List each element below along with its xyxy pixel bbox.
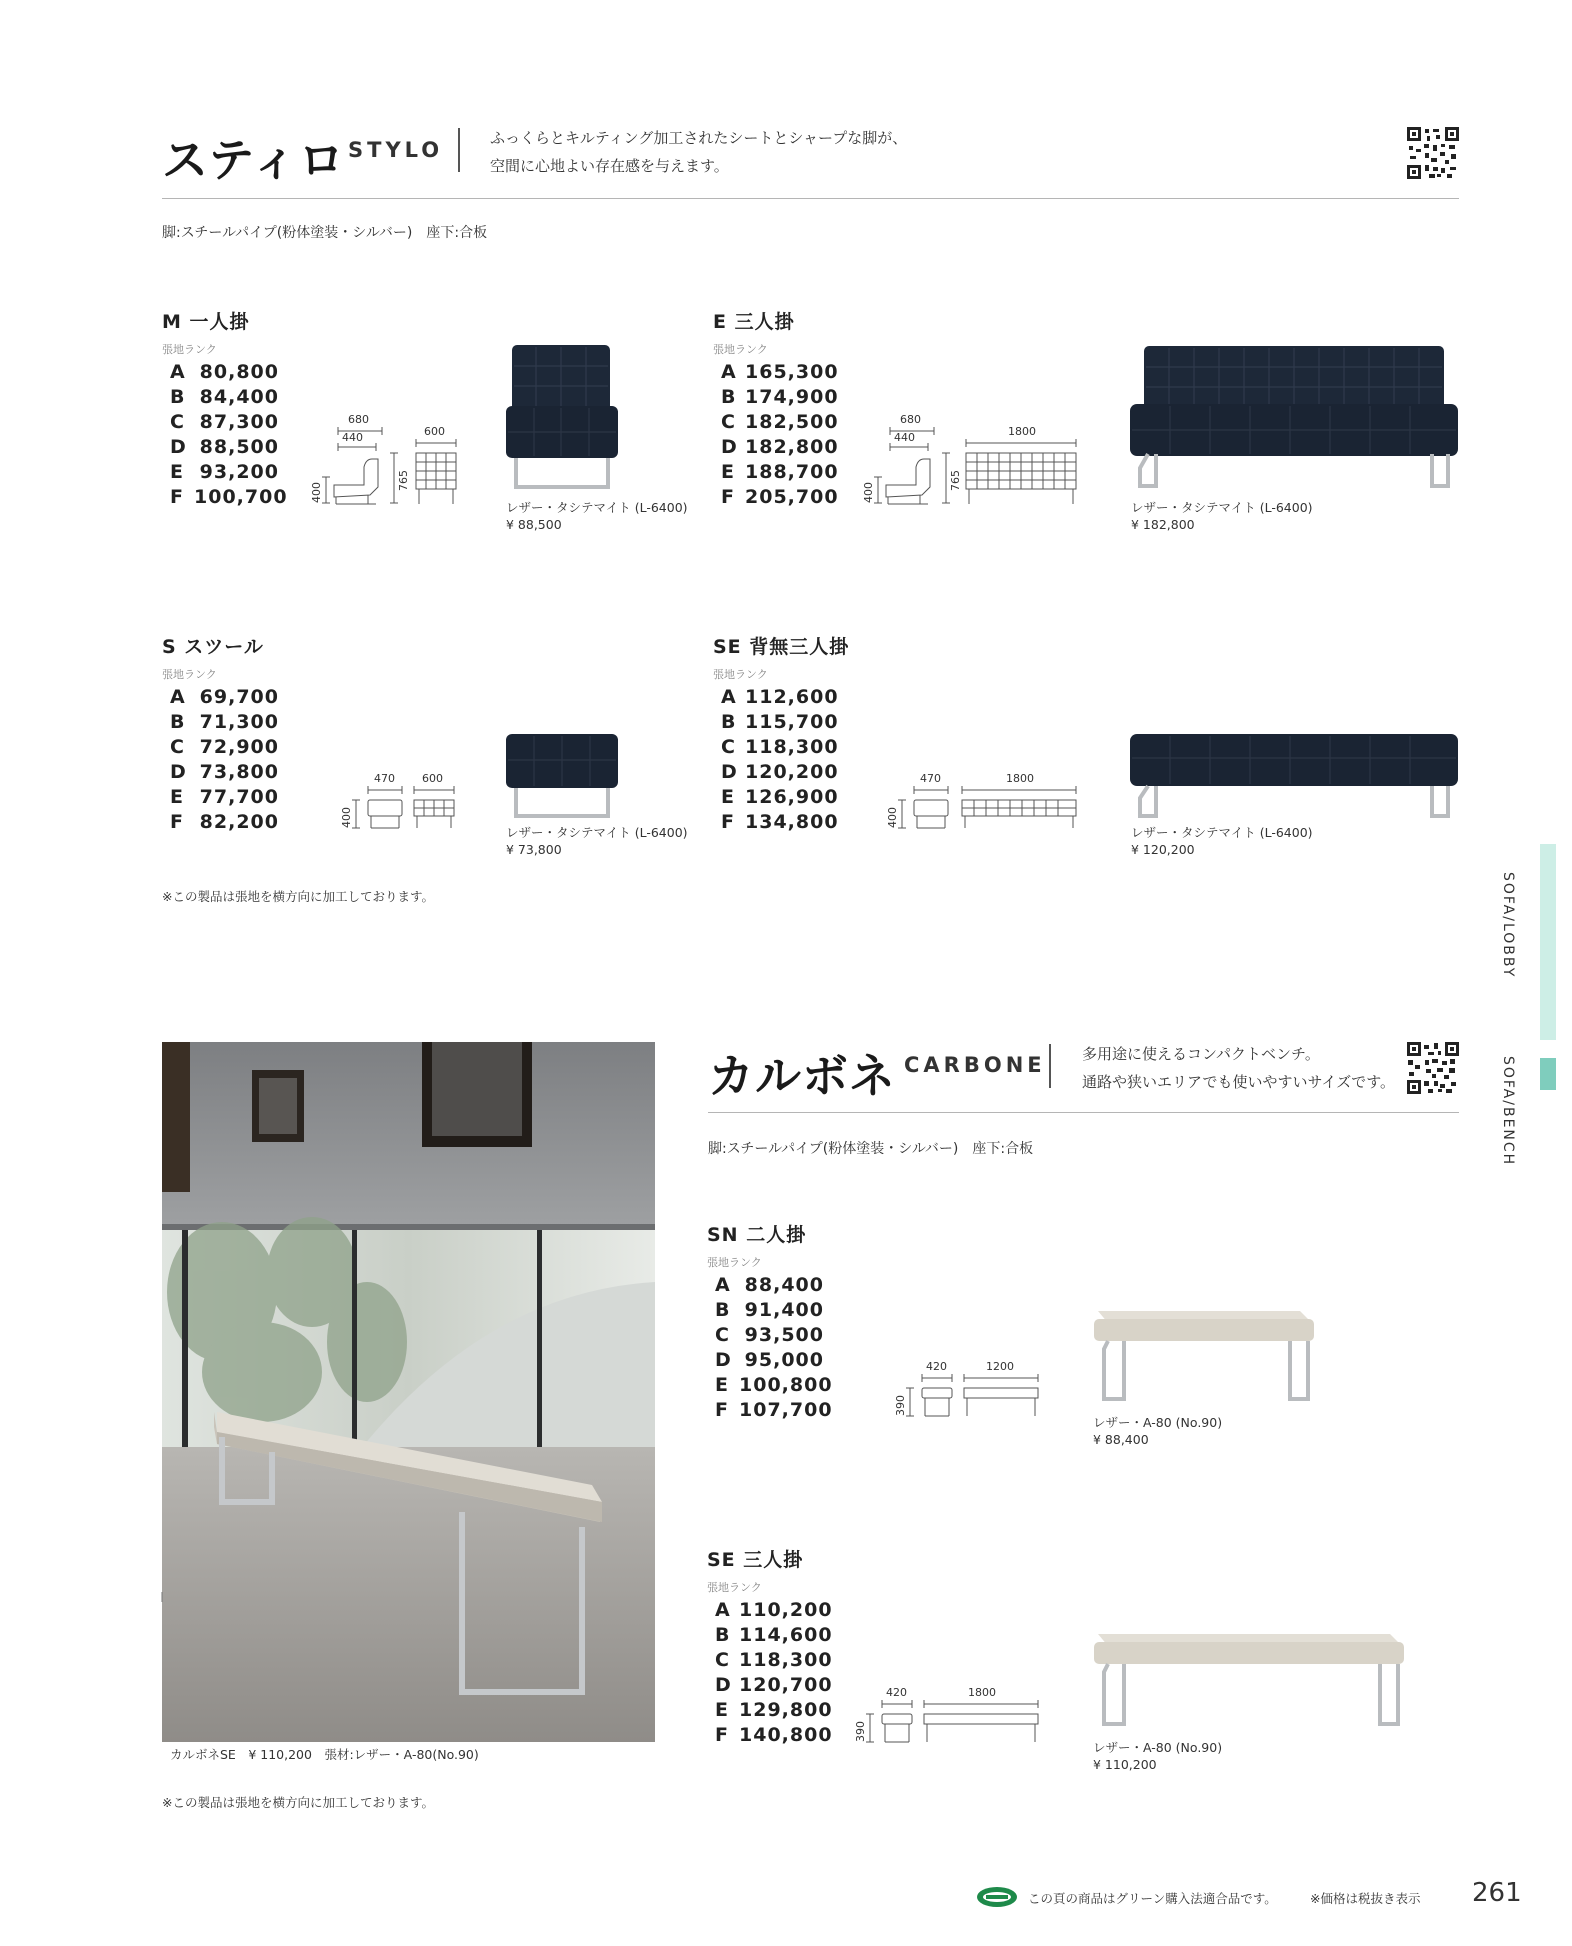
dimension-label: 765 bbox=[949, 470, 962, 491]
carbone-title-en: CARBONE bbox=[904, 1053, 1046, 1077]
price-list bbox=[162, 685, 279, 835]
tax-note: ※価格は税抜き表示 bbox=[1310, 1891, 1421, 1906]
grade-label: F bbox=[170, 486, 183, 508]
price-row bbox=[162, 485, 288, 510]
price-row bbox=[707, 1398, 833, 1423]
price-value: 134,800 bbox=[745, 811, 839, 833]
product-title: E 三人掛 bbox=[713, 311, 795, 333]
price-row bbox=[707, 1598, 833, 1623]
price-value: 165,300 bbox=[745, 361, 839, 383]
dimension-label: 420 bbox=[926, 1360, 947, 1373]
price-value: 120,700 bbox=[739, 1674, 833, 1696]
price-row bbox=[713, 760, 839, 785]
product-image-stylo-s bbox=[504, 730, 626, 826]
price-row bbox=[713, 685, 839, 710]
price-value: 107,700 bbox=[739, 1399, 833, 1421]
product-image-stylo-se bbox=[1126, 730, 1462, 826]
price-value: 114,600 bbox=[739, 1624, 833, 1646]
price-value: 140,800 bbox=[739, 1724, 833, 1746]
stylo-note: ※この製品は張地を横方向に加工しております。 bbox=[162, 889, 434, 904]
product-title: SE 背無三人掛 bbox=[713, 636, 850, 658]
dimension-drawing bbox=[858, 405, 1088, 515]
stylo-title-en: STYLO bbox=[348, 138, 444, 162]
price-value: 129,800 bbox=[739, 1699, 833, 1721]
dimension-label: 390 bbox=[854, 1721, 867, 1742]
dimension-label: 470 bbox=[374, 772, 395, 785]
dimension-label: 1800 bbox=[968, 1686, 996, 1699]
price-value: 93,500 bbox=[744, 1324, 824, 1346]
product-image-carbone-se bbox=[1090, 1628, 1410, 1732]
side-tab-bar-lobby bbox=[1540, 844, 1556, 1040]
price-row bbox=[162, 760, 279, 785]
price-value: 84,400 bbox=[199, 386, 279, 408]
qr-code-icon bbox=[1407, 1042, 1459, 1098]
grade-label: C bbox=[170, 411, 184, 433]
dimension-label: 680 bbox=[348, 413, 369, 426]
price-row bbox=[162, 385, 279, 410]
dimension-label: 470 bbox=[920, 772, 941, 785]
price-row bbox=[713, 785, 839, 810]
price-row bbox=[713, 435, 839, 460]
price-row bbox=[707, 1273, 824, 1298]
price-row bbox=[707, 1673, 833, 1698]
price-row bbox=[162, 810, 279, 835]
side-tab-sofa-lobby[interactable]: SOFA/LOBBY bbox=[1500, 872, 1516, 979]
dimension-drawing bbox=[856, 1684, 1046, 1746]
product-caption: レザー・タシテマイト (L-6400) ¥ 88,500 bbox=[506, 500, 688, 532]
price-list bbox=[707, 1273, 833, 1423]
product-caption: レザー・タシテマイト (L-6400) ¥ 73,800 bbox=[506, 825, 688, 857]
grade-label: A bbox=[170, 361, 185, 383]
grade-label: C bbox=[715, 1649, 729, 1671]
product-title: SE 三人掛 bbox=[707, 1549, 804, 1571]
grade-label: F bbox=[715, 1399, 728, 1421]
price-value: 95,000 bbox=[744, 1349, 824, 1371]
grade-label: C bbox=[721, 411, 735, 433]
price-row bbox=[713, 735, 839, 760]
price-value: 118,300 bbox=[739, 1649, 833, 1671]
price-row bbox=[707, 1698, 833, 1723]
price-row bbox=[713, 385, 839, 410]
grade-label: B bbox=[170, 711, 185, 733]
product-caption: レザー・タシテマイト (L-6400) ¥ 182,800 bbox=[1131, 500, 1313, 532]
dimension-label: 600 bbox=[422, 772, 443, 785]
dimension-drawing bbox=[888, 770, 1088, 832]
price-value: 88,500 bbox=[199, 436, 279, 458]
price-value: 73,800 bbox=[199, 761, 279, 783]
dimension-label: 440 bbox=[342, 431, 363, 444]
grade-label: A bbox=[715, 1599, 730, 1621]
grade-label: A bbox=[721, 686, 736, 708]
dimension-label: 1800 bbox=[1006, 772, 1034, 785]
grade-label: B bbox=[715, 1299, 730, 1321]
price-row bbox=[162, 360, 279, 385]
dimension-label: 400 bbox=[862, 482, 875, 503]
price-row bbox=[162, 435, 279, 460]
green-purchase-note: この頁の商品はグリーン購入法適合品です。 bbox=[1028, 1891, 1277, 1906]
price-value: 182,800 bbox=[745, 436, 839, 458]
dimension-drawing bbox=[342, 770, 464, 832]
grade-label: A bbox=[721, 361, 736, 383]
dimension-label: 440 bbox=[894, 431, 915, 444]
price-row bbox=[707, 1373, 833, 1398]
grade-label: C bbox=[170, 736, 184, 758]
price-row bbox=[713, 360, 839, 385]
dimension-label: 600 bbox=[424, 425, 445, 438]
grade-label: E bbox=[170, 461, 183, 483]
price-value: 112,600 bbox=[745, 686, 839, 708]
carbone-photo-caption: カルボネSE ¥ 110,200 張材:レザー・A-80(No.90) bbox=[170, 1747, 479, 1762]
carbone-note: ※この製品は張地を横方向に加工しております。 bbox=[162, 1795, 434, 1810]
price-row bbox=[707, 1623, 833, 1648]
product-caption: レザー・A-80 (No.90) ¥ 88,400 bbox=[1093, 1415, 1223, 1447]
price-row bbox=[707, 1298, 824, 1323]
price-row bbox=[162, 785, 279, 810]
price-value: 91,400 bbox=[744, 1299, 824, 1321]
grade-label: F bbox=[170, 811, 183, 833]
qr-code-icon bbox=[1407, 127, 1459, 183]
dimension-label: 400 bbox=[886, 807, 899, 828]
product-title: S スツール bbox=[162, 636, 264, 658]
upholstery-rank-label: 張地ランク bbox=[713, 343, 768, 356]
price-value: 71,300 bbox=[199, 711, 279, 733]
carbone-title: カルボネ bbox=[708, 1049, 896, 1103]
side-tab-bar-bench bbox=[1540, 1058, 1556, 1090]
price-row bbox=[162, 685, 279, 710]
price-value: 100,700 bbox=[194, 486, 288, 508]
grade-label: B bbox=[170, 386, 185, 408]
grade-label: D bbox=[170, 436, 186, 458]
price-row bbox=[713, 810, 839, 835]
dimension-label: 390 bbox=[894, 1395, 907, 1416]
product-caption: レザー・A-80 (No.90) ¥ 110,200 bbox=[1093, 1740, 1223, 1772]
grade-label: A bbox=[170, 686, 185, 708]
grade-label: E bbox=[715, 1374, 728, 1396]
stylo-description: ふっくらとキルティング加工されたシートとシャープな脚が、 空間に心地よい存在感を与えます。 bbox=[490, 129, 908, 175]
price-value: 115,700 bbox=[745, 711, 839, 733]
stylo-header-divider bbox=[458, 128, 460, 172]
price-value: 80,800 bbox=[199, 361, 279, 383]
upholstery-rank-label: 張地ランク bbox=[713, 668, 768, 681]
price-row bbox=[707, 1323, 824, 1348]
product-title: SN 二人掛 bbox=[707, 1224, 807, 1246]
grade-label: A bbox=[715, 1274, 730, 1296]
price-value: 182,500 bbox=[745, 411, 839, 433]
stylo-title: スティロ bbox=[162, 133, 346, 187]
price-value: 120,200 bbox=[745, 761, 839, 783]
upholstery-rank-label: 張地ランク bbox=[162, 668, 217, 681]
product-image-stylo-m bbox=[504, 342, 626, 494]
price-value: 110,200 bbox=[739, 1599, 833, 1621]
price-list bbox=[707, 1598, 833, 1748]
dimension-label: 765 bbox=[397, 470, 410, 491]
price-row bbox=[162, 410, 279, 435]
carbone-room-photo bbox=[162, 1042, 655, 1742]
price-value: 188,700 bbox=[745, 461, 839, 483]
grade-label: D bbox=[715, 1674, 731, 1696]
grade-label: F bbox=[715, 1724, 728, 1746]
price-row bbox=[713, 460, 839, 485]
grade-label: B bbox=[721, 386, 736, 408]
product-image-carbone-sn bbox=[1090, 1305, 1320, 1405]
side-tab-sofa-bench[interactable]: SOFA/BENCH bbox=[1500, 1056, 1516, 1167]
carbone-spec: 脚:スチールパイプ(粉体塗装・シルバー) 座下:合板 bbox=[708, 1141, 1034, 1157]
grade-label: D bbox=[715, 1349, 731, 1371]
grade-label: C bbox=[715, 1324, 729, 1346]
upholstery-rank-label: 張地ランク bbox=[162, 343, 217, 356]
dimension-label: 400 bbox=[310, 482, 323, 503]
price-list bbox=[162, 360, 288, 510]
grade-label: B bbox=[715, 1624, 730, 1646]
dimension-drawing bbox=[306, 405, 466, 515]
upholstery-rank-label: 張地ランク bbox=[707, 1581, 762, 1594]
product-image-stylo-e bbox=[1126, 342, 1462, 494]
carbone-description: 多用途に使えるコンパクトベンチ。 通路や狭いエリアでも使いやすいサイズです。 bbox=[1082, 1045, 1396, 1091]
dimension-label: 1800 bbox=[1008, 425, 1036, 438]
price-value: 126,900 bbox=[745, 786, 839, 808]
dimension-drawing bbox=[896, 1358, 1046, 1420]
price-value: 87,300 bbox=[199, 411, 279, 433]
price-row bbox=[713, 410, 839, 435]
price-list bbox=[713, 685, 839, 835]
grade-label: D bbox=[170, 761, 186, 783]
price-value: 93,200 bbox=[199, 461, 279, 483]
upholstery-rank-label: 張地ランク bbox=[707, 1256, 762, 1269]
price-row bbox=[707, 1723, 833, 1748]
price-value: 82,200 bbox=[199, 811, 279, 833]
price-value: 72,900 bbox=[199, 736, 279, 758]
stylo-spec: 脚:スチールパイプ(粉体塗装・シルバー) 座下:合板 bbox=[162, 225, 488, 241]
price-value: 77,700 bbox=[199, 786, 279, 808]
price-value: 205,700 bbox=[745, 486, 839, 508]
dimension-label: 400 bbox=[340, 807, 353, 828]
grade-label: F bbox=[721, 486, 734, 508]
price-row bbox=[162, 460, 279, 485]
grade-label: E bbox=[721, 786, 734, 808]
price-value: 88,400 bbox=[744, 1274, 824, 1296]
price-row bbox=[713, 485, 839, 510]
grade-label: F bbox=[721, 811, 734, 833]
price-value: 118,300 bbox=[745, 736, 839, 758]
price-row bbox=[162, 735, 279, 760]
price-value: 100,800 bbox=[739, 1374, 833, 1396]
price-value: 69,700 bbox=[199, 686, 279, 708]
price-list bbox=[713, 360, 839, 510]
price-row bbox=[713, 710, 839, 735]
carbone-header-divider bbox=[1049, 1044, 1051, 1088]
grade-label: E bbox=[715, 1699, 728, 1721]
grade-label: C bbox=[721, 736, 735, 758]
dimension-label: 680 bbox=[900, 413, 921, 426]
price-value: 174,900 bbox=[745, 386, 839, 408]
grade-label: D bbox=[721, 436, 737, 458]
product-title: M 一人掛 bbox=[162, 311, 250, 333]
grade-label: B bbox=[721, 711, 736, 733]
page-number: 261 bbox=[1472, 1878, 1522, 1908]
grade-label: E bbox=[170, 786, 183, 808]
grade-label: D bbox=[721, 761, 737, 783]
dimension-label: 1200 bbox=[986, 1360, 1014, 1373]
stylo-header-rule bbox=[162, 198, 1459, 199]
carbone-header-rule bbox=[708, 1112, 1459, 1113]
price-row bbox=[162, 710, 279, 735]
green-purchase-mark-icon bbox=[976, 1886, 1018, 1908]
grade-label: E bbox=[721, 461, 734, 483]
dimension-label: 420 bbox=[886, 1686, 907, 1699]
price-row bbox=[707, 1648, 833, 1673]
price-row bbox=[707, 1348, 824, 1373]
product-caption: レザー・タシテマイト (L-6400) ¥ 120,200 bbox=[1131, 825, 1313, 857]
